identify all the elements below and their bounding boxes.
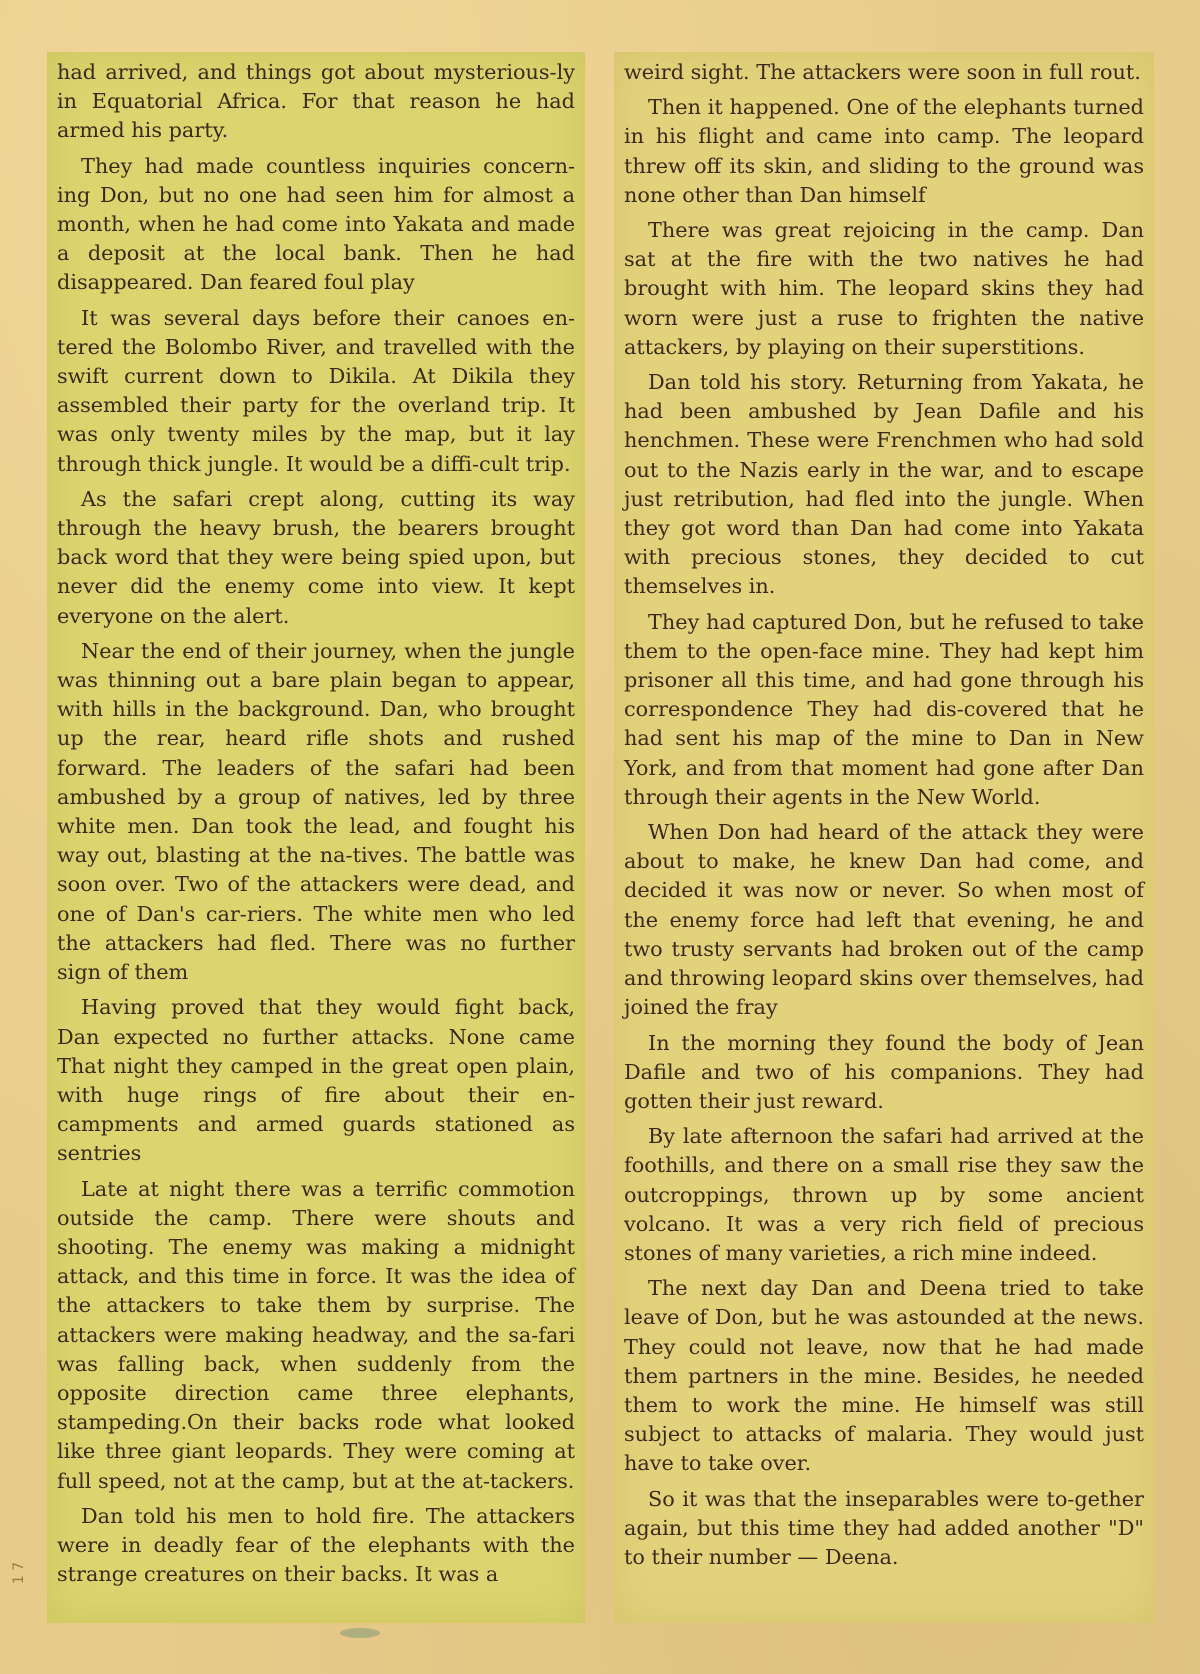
paragraph: By late afternoon the safari had arrived at the foothills, and there on a small rise they saw the outcroppings, thrown up by some ancient volcano. It was a very rich field of precious stones of many varieties, a rich mine indeed. — [624, 1124, 1144, 1265]
paragraph: had arrived, and things got about mysterious-ly in Equatorial Africa. For that reason he had armed his party. — [57, 60, 575, 143]
paragraph: The next day Dan and Deena tried to take leave of Don, but he was astounded at the news. They could not leave, now that he had made them partners in the mine. Besides, he needed them to work the mine. He himself was still subject to attacks of malaria. They would just have to take over. — [624, 1276, 1144, 1476]
paragraph: They had made countless inquiries concern-ing Don, but no one had seen him for almost a month, when he had come into Yakata and made a deposit at the local bank. Then he had disappeared. Dan feared foul play — [57, 153, 575, 295]
paragraph: There was great rejoicing in the camp. Dan sat at the fire with the two natives he had brought with him. The leopard skins they had worn were just a ruse to frighten the native attackers, by playing on their superstitions. — [624, 218, 1144, 359]
paragraph: As the safari crept along, cutting its way through the heavy brush, the bearers brought back word that they were being spied upon, but never did the enemy come into view. It kept everyone on the alert. — [57, 486, 575, 628]
paragraph: Late at night there was a terrific commotion outside the camp. There were shouts and shooting. The enemy was making a midnight attack, and this time in force. It was the idea of the attackers to take them by surprise. The attackers were making headway, and the sa-fari was falling back, when suddenly from the opposite direction came three elephants, stampeding.On their backs rode what looked like three giant leopards. They were coming at full speed, not at the camp, but at the at-tackers. — [57, 1176, 575, 1493]
paragraph: Then it happened. One of the elephants turned in his flight and came into camp. The leopard threw off its skin, and sliding to the ground was none other than Dan himself — [624, 95, 1144, 207]
ink-smudge — [340, 1628, 380, 1638]
paragraph: Dan told his men to hold fire. The attackers were in deadly fear of the elephants with the strange creatures on their backs. It was a — [57, 1503, 575, 1587]
paragraph: So it was that the inseparables were to-gether again, but this time they had added another "D" to their number — Deena. — [624, 1486, 1144, 1569]
paragraph: weird sight. The attackers were soon in full rout. — [624, 60, 1141, 84]
paragraph: When Don had heard of the attack they were about to make, he knew Dan had come, and decided it was now or never. So when most of the enemy force had left that evening, he and two trusty servants had broken out of the camp and throwing leopard skins over themselves, had joined the fray — [624, 820, 1144, 1020]
paragraph: In the morning they found the body of Jean Dafile and two of his companions. They had gotten their just reward. — [624, 1030, 1144, 1113]
left-column — [47, 52, 585, 1623]
paragraph: Having proved that they would fight back, Dan expected no further attacks. None came That night they camped in the great open plain, with huge rings of fire about their en-campments and armed guards stationed as sentries — [57, 995, 575, 1166]
paragraph: It was several days before their canoes en-tered the Bolombo River, and travelled with the swift current down to Dikila. At Dikila they assembled their party for the overland trip. It was only twenty miles by the map, but it lay through thick jungle. It would be a diffi-cult trip. — [57, 305, 575, 476]
page-margin-mark: 1 7 — [11, 1561, 28, 1585]
paragraph: Dan told his story. Returning from Yakata, he had been ambushed by Jean Dafile and his henchmen. These were Frenchmen who had sold out to the Nazis early in the war, and to escape just retribution, had fled into the jungle. When they got word than Dan had come into Yakata with precious stones, they decided to cut themselves in. — [624, 370, 1144, 599]
paragraph: They had captured Don, but he refused to take them to the open-face mine. They had kept him prisoner all this time, and had gone through his correspondence They had dis-covered that he had sent his map of the mine to Dan in New York, and from that moment had gone after Dan through their agents in the New World. — [624, 609, 1144, 809]
right-column — [614, 52, 1154, 1623]
paragraph: Near the end of their journey, when the jungle was thinning out a bare plain began to appear, with hills in the background. Dan, who brought up the rear, heard rifle shots and rushed forward. The leaders of the safari had been ambushed by a group of natives, led by three white men. Dan took the lead, and fought his way out, blasting at the na-tives. The battle was soon over. Two of the attackers were dead, and one of Dan's car-riers. The white men who led the attackers had fled. There was no further sign of them — [57, 638, 575, 985]
